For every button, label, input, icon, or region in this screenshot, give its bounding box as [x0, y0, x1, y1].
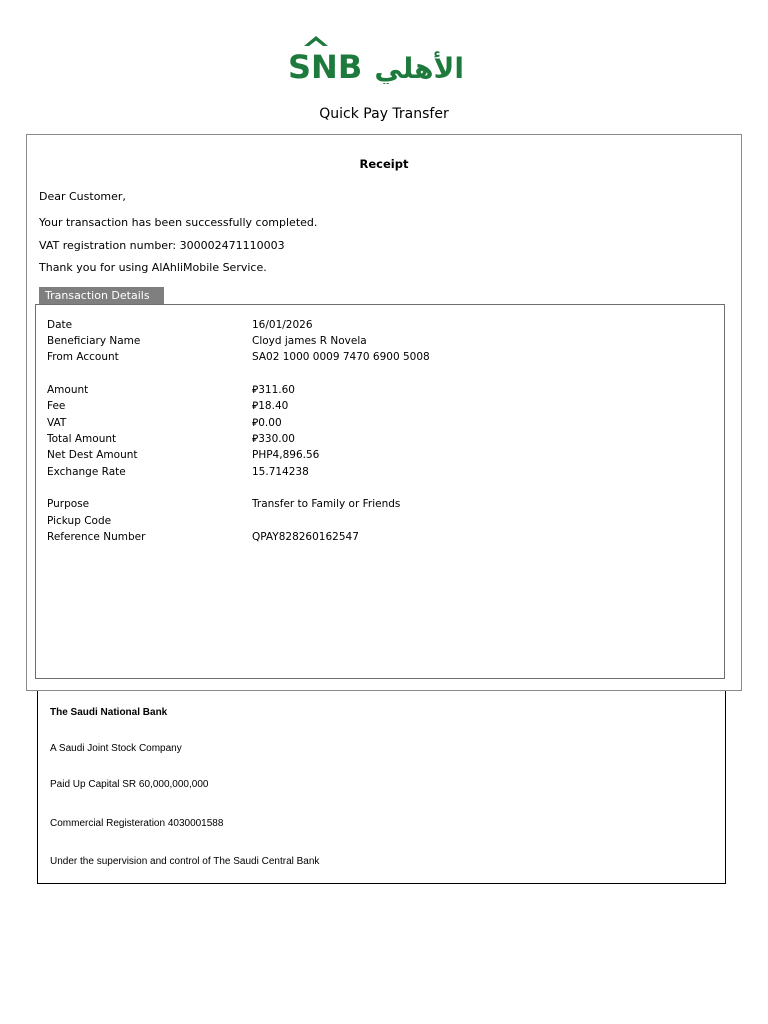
commercial-registration: Commercial Registeration 4030001588	[50, 818, 224, 829]
detail-value: 311.60	[258, 384, 295, 396]
logo-latin-text: SNB	[288, 48, 363, 84]
detail-label: Date	[47, 319, 73, 331]
detail-value: QPAY828260162547	[252, 531, 359, 543]
detail-label: Purpose	[47, 498, 90, 510]
logo-arabic-text: الأهلي	[374, 52, 464, 84]
detail-label: Reference Number	[47, 531, 146, 543]
receipt-box	[26, 134, 742, 691]
riyal-icon: ⃁	[252, 417, 259, 429]
page-title: Quick Pay Transfer	[319, 106, 449, 122]
detail-value: PHP4,896.56	[252, 449, 320, 461]
success-message: Your transaction has been successfully completed.	[39, 216, 318, 229]
greeting: Dear Customer,	[39, 190, 126, 203]
riyal-icon: ⃁	[252, 400, 259, 412]
detail-value: 0.00	[258, 417, 282, 429]
detail-label: From Account	[47, 351, 119, 363]
bank-footer	[37, 691, 726, 884]
transaction-details-tab: Transaction Details	[39, 287, 164, 305]
paid-up-capital: Paid Up Capital SR 60,000,000,000	[50, 779, 209, 790]
riyal-icon: ⃁	[252, 384, 259, 396]
detail-value: 15.714238	[252, 466, 309, 478]
supervision-note: Under the supervision and control of The Saudi Central Bank	[50, 856, 320, 867]
detail-label: Beneficiary Name	[47, 335, 141, 347]
detail-label: Exchange Rate	[47, 466, 126, 478]
detail-value: 18.40	[258, 400, 289, 412]
detail-value: SA02 1000 0009 7470 6900 5008	[252, 351, 430, 363]
detail-value: 16/01/2026	[252, 319, 313, 331]
detail-label: Amount	[47, 384, 89, 396]
vat-registration: VAT registration number: 300002471110003	[39, 239, 285, 252]
detail-value: Transfer to Family or Friends	[252, 498, 401, 510]
company-type: A Saudi Joint Stock Company	[50, 743, 182, 754]
detail-value: Cloyd james R Novela	[252, 335, 367, 347]
snb-logo	[288, 34, 468, 84]
detail-label: Net Dest Amount	[47, 449, 138, 461]
detail-label: Total Amount	[47, 433, 117, 445]
detail-label: VAT	[47, 417, 67, 429]
bank-name: The Saudi National Bank	[50, 707, 168, 718]
riyal-icon: ⃁	[252, 433, 259, 445]
detail-label: Fee	[47, 400, 66, 412]
detail-label: Pickup Code	[47, 515, 112, 527]
receipt-title: Receipt	[359, 157, 409, 171]
thanks-message: Thank you for using AlAhliMobile Service.	[39, 261, 267, 274]
detail-value: 330.00	[258, 433, 295, 445]
transaction-details-panel	[35, 304, 725, 679]
